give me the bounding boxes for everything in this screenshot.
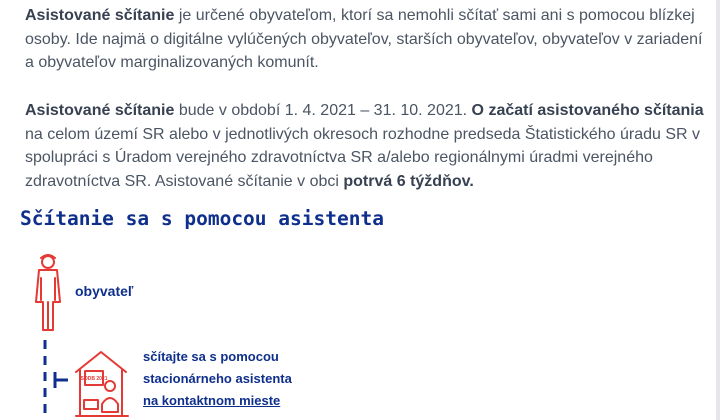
period-paragraph (25, 99, 705, 193)
paragraph-bold-mid: O začatí asistovaného sčítania (471, 102, 704, 119)
person-label: obyvateľ (75, 283, 134, 299)
assisted-census-diagram (0, 240, 720, 420)
contact-point-icon (76, 352, 128, 416)
paragraph-bold-end: potrvá 6 týždňov. (343, 172, 474, 190)
intro-paragraph (25, 4, 705, 75)
paragraph-bold-lead: Asistované sčítanie (25, 102, 175, 119)
station-label-line: sčítajte sa s pomocou (143, 349, 279, 364)
station-label-line: na kontaktnom mieste (143, 393, 281, 408)
paragraph-text: bude v období 1. 4. 2021 – 31. 10. 2021. (174, 102, 472, 119)
paragraph-bold-lead: Asistované sčítanie (25, 7, 175, 24)
section-heading: Sčítanie sa s pomocou asistenta (20, 207, 384, 230)
station-label (143, 346, 292, 412)
sign-text: SODB 2021 (80, 376, 108, 382)
paragraph-text: na celom území SR alebo v jednotlivých okresoch rozhodne predseda Štatistického úradu SR v spolupráci s Úradom verejného zdravotníctva SR a/alebo regionálnymi úradmi verejného zdravotníctva SR. Asistované sčítanie v obci (25, 125, 701, 190)
paragraph-text: je určené obyvateľom, ktorí sa nemohli sčítať sami ani s pomocou blízkej osoby. Ide najmä o digitálne vylúčených obyvateľov, starších obyvateľov, obyvateľov v zariadení a obyvateľov marginalizovaných komunít. (25, 7, 703, 71)
station-label-line: stacionárneho asistenta (143, 371, 292, 386)
person-icon (36, 255, 60, 330)
scrollbar[interactable] (716, 0, 720, 420)
